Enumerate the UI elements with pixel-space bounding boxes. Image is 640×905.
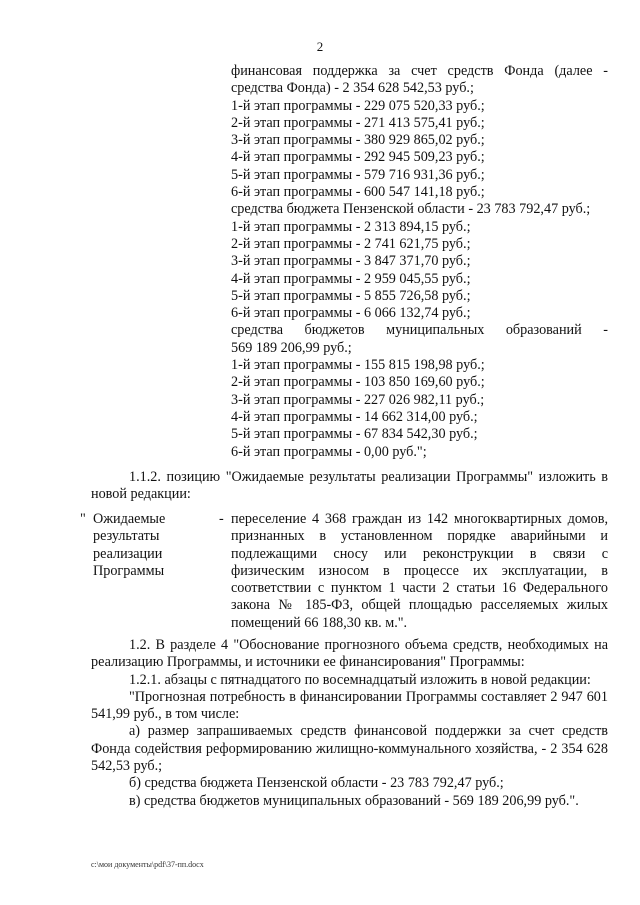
- funding-line: 4-й этап программы - 292 945 509,23 руб.;: [231, 149, 485, 166]
- paragraph-1-1-2: 1.1.2. позицию "Ожидаемые результаты реализации Программы" изложить в новой редакции:: [91, 469, 608, 503]
- funding-line: финансовая поддержка за счет средств Фонда (далее -: [231, 63, 608, 79]
- funding-breakdown: [231, 63, 608, 461]
- opening-quote: ": [80, 511, 86, 527]
- funding-line: 6-й этап программы - 0,00 руб.";: [231, 443, 427, 460]
- funding-line: 1-й этап программы - 2 313 894,15 руб.;: [231, 218, 471, 235]
- funding-line: 5-й этап программы - 579 716 931,36 руб.;: [231, 166, 485, 183]
- funding-line: 4-й этап программы - 14 662 314,00 руб.;: [231, 408, 478, 425]
- label-line: Программы: [93, 562, 165, 579]
- funding-line: 2-й этап программы - 271 413 575,41 руб.;: [231, 114, 485, 131]
- funding-line: 569 189 206,99 руб.;: [231, 339, 352, 356]
- paragraph-forecast: "Прогнозная потребность в финансировании Программы составляет 2 947 601 541,99 руб., в том числе:: [91, 688, 608, 723]
- label-line: реализации: [93, 545, 163, 562]
- footer-file-path: c:\мои документы\pdf\37-пп.docx: [91, 860, 204, 869]
- funding-line: 1-й этап программы - 229 075 520,33 руб.;: [231, 97, 485, 114]
- funding-line: средства Фонда) - 2 354 628 542,53 руб.;: [231, 80, 474, 97]
- funding-line: 3-й этап программы - 3 847 371,70 руб.;: [231, 253, 471, 270]
- label-line: результаты: [93, 528, 160, 545]
- funding-line: 3-й этап программы - 380 929 865,02 руб.;: [231, 132, 485, 149]
- expected-results-label: [93, 511, 208, 580]
- funding-line: 4-й этап программы - 2 959 045,55 руб.;: [231, 270, 471, 287]
- paragraph-b: б) средства бюджета Пензенской области - 23 783 792,47 руб.;: [129, 775, 504, 792]
- funding-line: 2-й этап программы - 103 850 169,60 руб.;: [231, 374, 485, 391]
- paragraph-1-2-1: 1.2.1. абзацы с пятнадцатого по восемнадцатый изложить в новой редакции:: [129, 671, 591, 688]
- funding-line: средства бюджетов муниципальных образований -: [231, 322, 608, 339]
- funding-line: 2-й этап программы - 2 741 621,75 руб.;: [231, 235, 471, 252]
- funding-line: 5-й этап программы - 67 834 542,30 руб.;: [231, 426, 478, 443]
- funding-line: 6-й этап программы - 600 547 141,18 руб.;: [231, 184, 485, 201]
- paragraph-a: а) размер запрашиваемых средств финансовой поддержки за счет средств Фонда содействия реформированию жилищно-коммунального хозяйства, - 2 354 628 542,53 руб.;: [91, 723, 608, 775]
- paragraph-c: в) средства бюджетов муниципальных образований - 569 189 206,99 руб.".: [129, 792, 579, 809]
- funding-line: средства бюджета Пензенской области - 23 783 792,47 руб.;: [231, 201, 591, 218]
- section-1-2: [91, 637, 608, 810]
- expected-results-text: переселение 4 368 граждан из 142 многоквартирных домов, признанных в установленном порядке аварийными и подлежащими сносу или реконструкции в связи с физическим износом в процессе их эксплуатации, в соответствии с пунктом 1 части 2 статьи 16 Федерального закона № 185-ФЗ, общей площадью расселяемых жилых помещений 66 188,30 кв. м.".: [231, 511, 608, 631]
- funding-line: 3-й этап программы - 227 026 982,11 руб.;: [231, 391, 485, 408]
- section-1-1-2: [91, 469, 608, 504]
- funding-line: 1-й этап программы - 155 815 198,98 руб.;: [231, 357, 485, 374]
- page-number: 2: [316, 39, 324, 54]
- paragraph-1-2: 1.2. В разделе 4 "Обоснование прогнозного объема средств, необходимых на реализацию Программы, и источники ее финансирования" Программы:: [91, 637, 608, 671]
- label-dash: -: [219, 511, 224, 527]
- funding-line: 6-й этап программы - 6 066 132,74 руб.;: [231, 305, 471, 322]
- funding-line: 5-й этап программы - 5 855 726,58 руб.;: [231, 287, 471, 304]
- label-line: Ожидаемые: [93, 511, 166, 527]
